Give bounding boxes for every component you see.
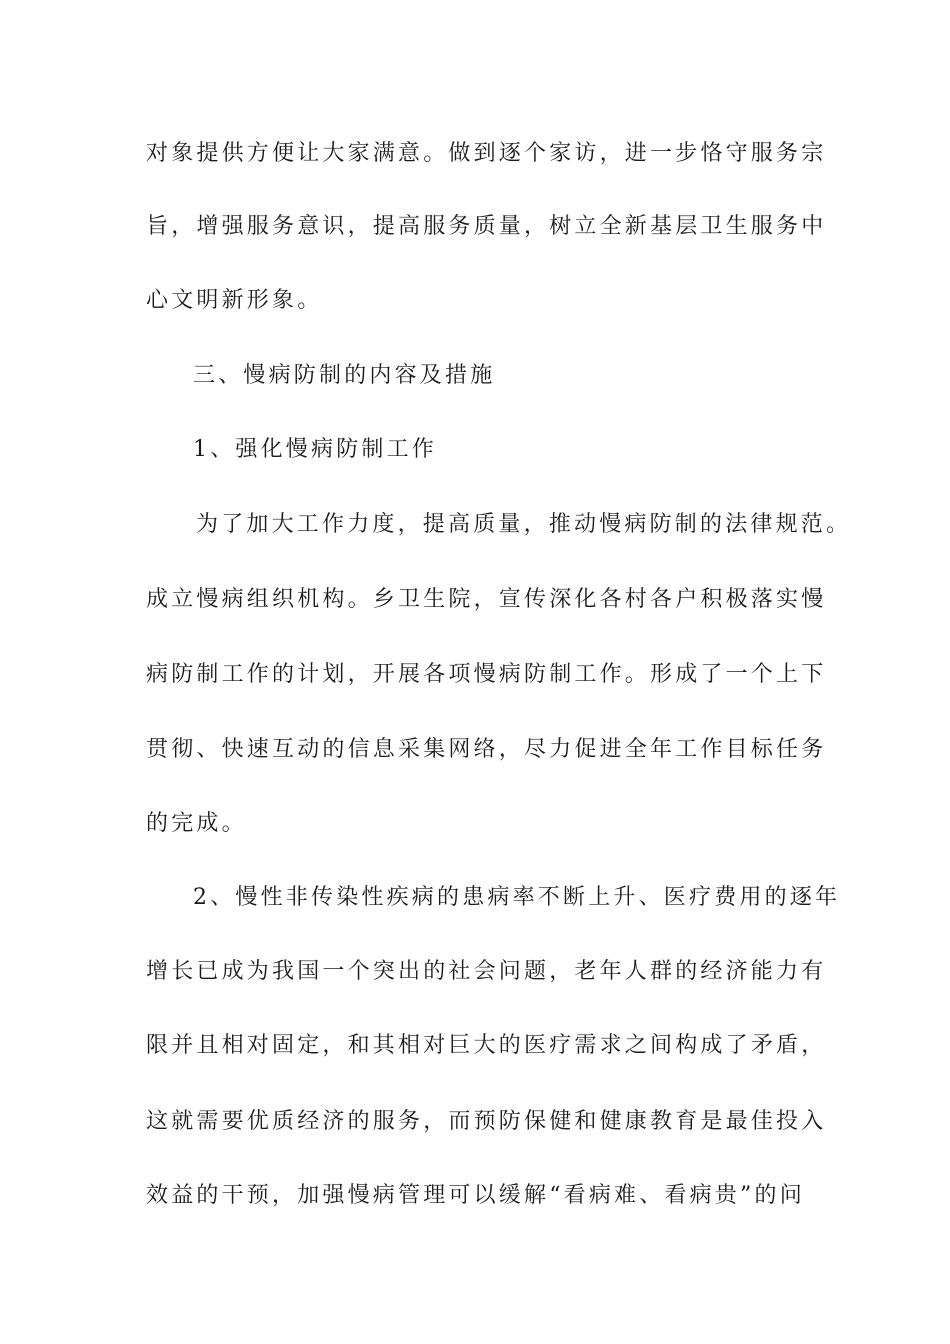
paragraph-line: 对象提供方便让大家满意。做到逐个家访，进一步恪守服务宗: [146, 141, 827, 166]
paragraph-line: 为了加大工作力度，提高质量，推动慢病防制的法律规范。: [196, 512, 852, 537]
paragraph-line: 限并且相对固定，和其相对巨大的医疗需求之间构成了矛盾，: [146, 1033, 827, 1058]
paragraph-line: 增长已成为我国一个突出的社会问题，老年人群的经济能力有: [146, 959, 827, 984]
paragraph-line: 的完成。: [146, 811, 247, 836]
paragraph-line: 2、慢性非传染性疾病的患病率不断上升、医疗费用的逐年: [193, 885, 841, 910]
paragraph-line: 心文明新形象。: [146, 288, 323, 313]
paragraph-line: 效益的干预，加强慢病管理可以缓解“看病难、看病贵”的问: [146, 1183, 805, 1208]
paragraph-line: 贯彻、快速互动的信息采集网络，尽力促进全年工作目标任务: [146, 737, 827, 762]
paragraph-line: 病防制工作的计划，开展各项慢病防制工作。形成了一个上下: [146, 662, 827, 687]
subsection-heading: 1、强化慢病防制工作: [193, 437, 437, 462]
section-heading: 三、慢病防制的内容及措施: [193, 363, 496, 388]
paragraph-line: 这就需要优质经济的服务，而预防保健和健康教育是最佳投入: [146, 1109, 827, 1134]
paragraph-line: 成立慢病组织机构。乡卫生院，宣传深化各村各户积极落实慢: [146, 587, 827, 612]
paragraph-line: 旨，增强服务意识，提高服务质量，树立全新基层卫生服务中: [146, 214, 827, 239]
